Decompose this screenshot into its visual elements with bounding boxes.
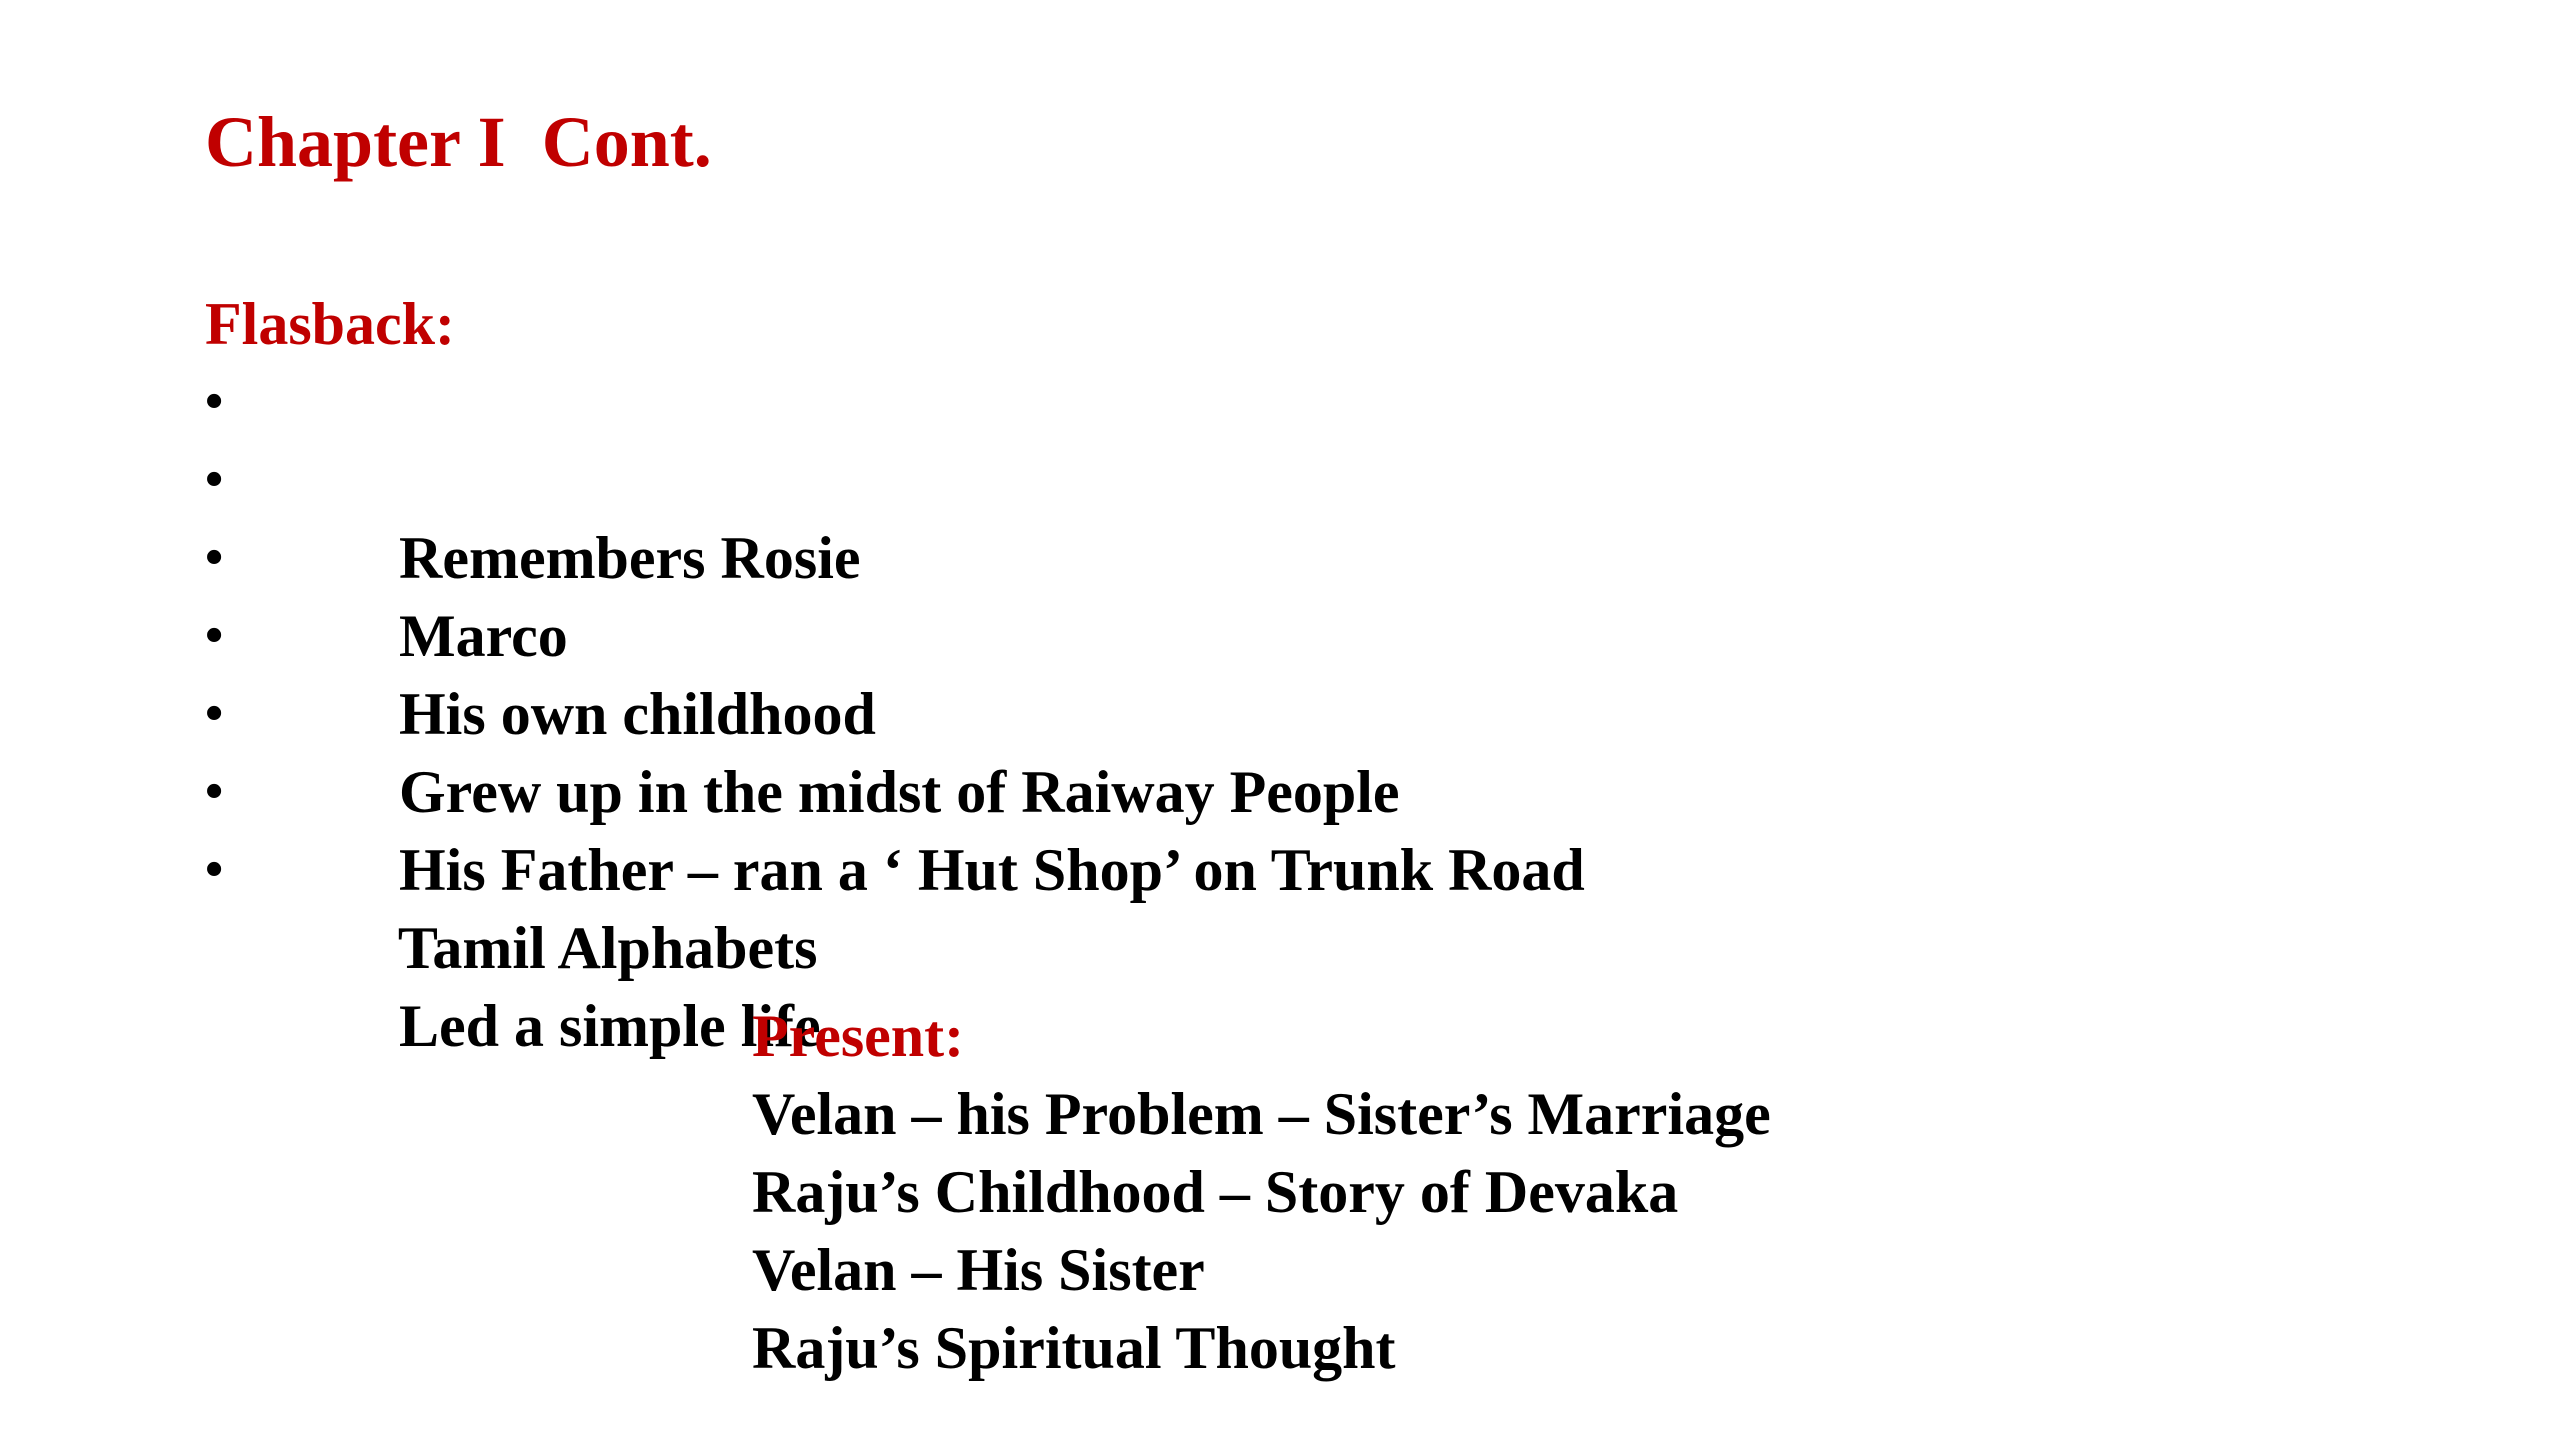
- list-item-text: Led a simple life: [399, 993, 821, 1059]
- bullet-icon: •: [205, 373, 224, 430]
- list-item-text: Marco: [399, 603, 568, 669]
- bullet-icon: •: [205, 763, 224, 820]
- list-item: [205, 363, 1585, 591]
- present-section: [752, 997, 1771, 1387]
- present-heading: Present:: [752, 1003, 965, 1069]
- bullet-icon: •: [205, 529, 224, 586]
- slide-title: Chapter I Cont.: [205, 102, 712, 182]
- present-line: Raju’s Childhood – Story of Devaka: [752, 1159, 1679, 1225]
- list-item-text: Grew up in the midst of Raiway People: [399, 759, 1400, 825]
- bullet-icon: •: [205, 685, 224, 742]
- bullet-icon: •: [205, 451, 224, 508]
- bullet-icon: •: [205, 841, 224, 898]
- present-line: Velan – his Problem – Sister’s Marriage: [752, 1081, 1771, 1147]
- bullet-icon: •: [205, 607, 224, 664]
- present-line: Raju’s Spiritual Thought: [752, 1315, 1396, 1381]
- flashback-heading: Flasback:: [205, 291, 456, 357]
- list-item-text: Tamil Alphabets: [397, 915, 818, 981]
- list-item-text: Remembers Rosie: [399, 525, 861, 591]
- list-item-text: His own childhood: [399, 681, 876, 747]
- present-line: Velan – His Sister: [752, 1237, 1205, 1303]
- list-item-text: His Father – ran a ‘ Hut Shop’ on Trunk Road: [399, 837, 1585, 903]
